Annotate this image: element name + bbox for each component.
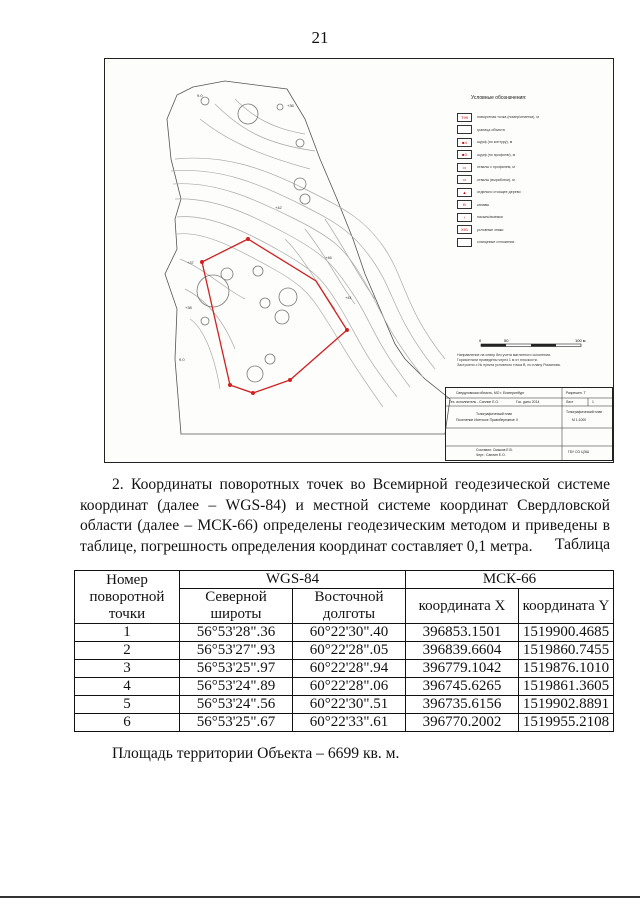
stamp-stage: Разрешен. Т [566, 391, 586, 395]
cell-lon: 60°22'28".05 [293, 642, 406, 660]
header-y: координата Y [519, 589, 614, 624]
cell-y: 1519876.1010 [519, 660, 614, 678]
cell-lon: 60°22'30".40 [293, 624, 406, 642]
cell-y: 1519902.8891 [519, 696, 614, 714]
header-lon: Восточной долготы [293, 589, 406, 624]
cell-x: 396839.6604 [406, 642, 519, 660]
cell-x: 396853.1501 [406, 624, 519, 642]
legend-label: сланцевые отложения [477, 240, 515, 245]
cell-x: 396779.1042 [406, 660, 519, 678]
cell-x: 396735.6156 [406, 696, 519, 714]
legend-symbol: ▭ [457, 175, 472, 184]
cell-lon: 60°22'28".94 [293, 660, 406, 678]
legend-symbol: Т99 [457, 113, 472, 122]
stamp-title-1: Топографический план [476, 412, 513, 416]
legend-item [457, 136, 607, 149]
scale-note: Застроено с № пункта условного точка В, по плану Романова. [457, 363, 561, 367]
coordinates-table [74, 570, 614, 732]
legend-label: шурф (по контуру), м [477, 140, 513, 145]
object-boundary [202, 239, 347, 393]
topographic-map [104, 58, 614, 463]
cell-lat: 56°53'25".97 [180, 660, 293, 678]
legend-item [457, 186, 607, 199]
cell-lon: 60°22'33".61 [293, 714, 406, 732]
legend-item [457, 174, 607, 187]
cell-lat: 56°53'24".89 [180, 678, 293, 696]
legend-item [457, 224, 607, 237]
scale-hundred: 100 м [575, 338, 586, 343]
scale-note: Горизонтали проведены через 1 м от плоскости. [457, 358, 538, 362]
svg-text:+36: +36 [287, 103, 294, 108]
stamp-sheet-label: Лист [566, 400, 574, 404]
scale-zero: 0 [479, 338, 482, 343]
table-row [75, 678, 614, 696]
table-row [75, 660, 614, 678]
table-row [75, 642, 614, 660]
cell-lon: 60°22'30".51 [293, 696, 406, 714]
scale-notes [457, 353, 607, 368]
cell-n: 2 [75, 642, 180, 660]
legend-item [457, 161, 607, 174]
cell-n: 5 [75, 696, 180, 714]
legend-item [457, 149, 607, 162]
svg-text:+41: +41 [345, 295, 352, 300]
stamp-footer-left: Составил: Смыков Е.В. [476, 448, 513, 452]
legend-label: шурф (по профилю), м [477, 152, 516, 157]
svg-text:+38: +38 [185, 305, 192, 310]
legend-symbol: ■4 [457, 138, 472, 147]
stamp-date: Гос. даты 2014 [516, 400, 540, 404]
legend-label: отвалы с профилем, м [477, 165, 515, 170]
legend-symbol: ■3 [457, 150, 472, 159]
svg-text:9.0: 9.0 [197, 93, 203, 98]
header-x: координата X [406, 589, 519, 624]
cell-y: 1519955.2108 [519, 714, 614, 732]
stamp-footer-right: ГБУ СО ЦЭШ [568, 450, 590, 454]
cell-n: 4 [75, 678, 180, 696]
table-caption: Таблица [555, 536, 610, 553]
legend-item [457, 236, 607, 249]
stamp-scale-value: М 1:1000 [572, 418, 587, 422]
legend-label: насыпь/выемка [477, 215, 503, 220]
cell-y: 1519860.7455 [519, 642, 614, 660]
svg-text:+42: +42 [275, 205, 282, 210]
table-row [75, 696, 614, 714]
legend-label: канавы [477, 202, 490, 207]
legend-label: поворотная точка (номер/отметки), м [477, 115, 539, 120]
header-lat: Северной широты [180, 589, 293, 624]
legend-label: отвалы (выработки), м [477, 177, 515, 182]
cell-n: 6 [75, 714, 180, 732]
legend-label: отдельно стоящее дерево [477, 190, 521, 195]
legend-item [457, 211, 607, 224]
contour-lines [171, 99, 445, 407]
area-statement: Площадь территории Объекта – 6699 кв. м. [112, 745, 400, 762]
table-row [75, 714, 614, 732]
cell-x: 396745.6265 [406, 678, 519, 696]
cell-lat: 56°53'25".67 [180, 714, 293, 732]
header-msk: МСК-66 [406, 571, 614, 589]
stamp-executor: Тех. исполнитель - Санлин Е.О. [449, 400, 500, 404]
scale-note: Направление на север без учета магнитного склонения. [457, 353, 551, 357]
legend-item [457, 124, 607, 137]
stamp-footer-left-2: Черт.: Санлин Е.О. [476, 453, 506, 457]
legend-item [457, 111, 607, 124]
cell-lat: 56°53'24".56 [180, 696, 293, 714]
cell-x: 396770.2002 [406, 714, 519, 732]
stamp-sheet-value: 1 [592, 400, 594, 404]
scale-fifty: 50 [504, 338, 509, 343]
coordinates-paragraph [80, 475, 610, 557]
paragraph-text: 2. Координаты поворотных точек во Всемирной геодезической системе координат (далее – WGS-84) и местной системе координат Свердловской области (далее – МСК-66) определены геодезическим методом и приведены в таблице, погрешность определения координат составляет 0,1 метра. [80, 476, 610, 555]
legend-item [457, 199, 607, 212]
cell-y: 1519900.4685 [519, 624, 614, 642]
stamp-region: Свердловская область, МО г. Екатеринбург [456, 391, 525, 395]
legend-symbol: ↑ [457, 213, 472, 222]
page-number: 21 [311, 28, 329, 47]
stamp-title-2: Поселение Исетское Правобережное II [456, 418, 518, 422]
map-legend [457, 95, 607, 249]
legend-label: граница объекта [477, 127, 505, 132]
cell-y: 1519861.3605 [519, 678, 614, 696]
page-edge [0, 896, 640, 898]
legend-symbol [457, 125, 472, 134]
cell-n: 1 [75, 624, 180, 642]
legend-symbol: ▭ [457, 163, 472, 172]
cell-lat: 56°53'27".93 [180, 642, 293, 660]
legend-title: Условные обозначения: [471, 95, 527, 101]
legend-symbol: ▲ [457, 188, 472, 197]
legend-symbol: Х91 [457, 225, 472, 234]
header-wgs: WGS-84 [180, 571, 406, 589]
cell-n: 3 [75, 660, 180, 678]
svg-text:+37: +37 [187, 260, 194, 265]
table-row [75, 624, 614, 642]
legend-symbol [457, 238, 472, 247]
header-point: Номер поворотной точки [75, 571, 180, 624]
stamp-scale-label: Топографический план [566, 410, 603, 414]
legend-symbol: В [457, 200, 472, 209]
cell-lat: 56°53'28".36 [180, 624, 293, 642]
svg-text:9.0: 9.0 [179, 357, 185, 362]
svg-text:+46: +46 [325, 255, 332, 260]
legend-label: условные знаки [477, 227, 504, 232]
cell-lon: 60°22'28".06 [293, 678, 406, 696]
title-block [445, 387, 613, 461]
